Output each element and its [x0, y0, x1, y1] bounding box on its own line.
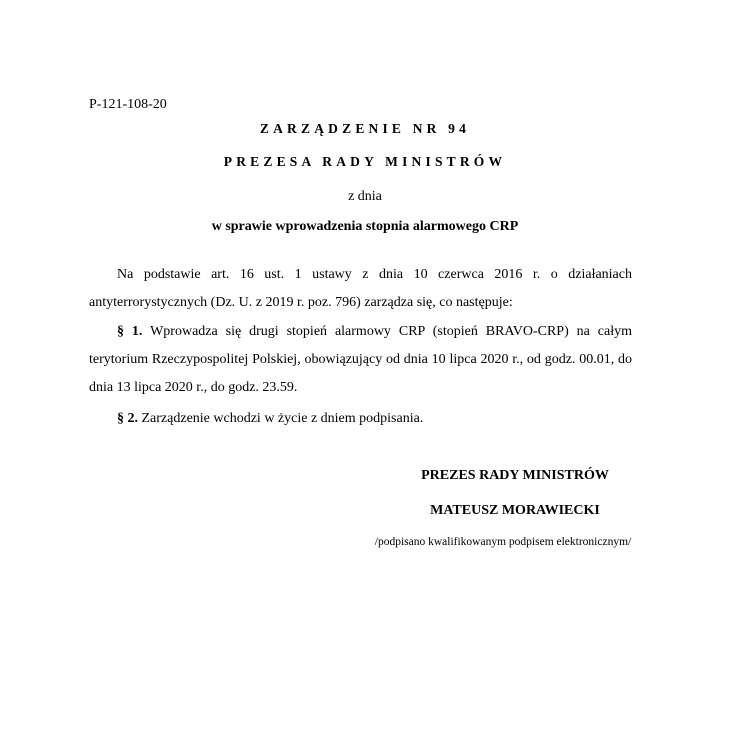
- section-2-paragraph: [89, 405, 632, 433]
- signature-office: PREZES RADY MINISTRÓW: [421, 468, 609, 483]
- document-title: ZARZĄDZENIE NR 94: [259, 121, 471, 136]
- section-2-label: § 2.: [117, 411, 138, 426]
- signature-note: /podpisano kwalifikowanym podpisem elektronicznym/: [374, 536, 632, 548]
- section-1-text: Wprowadza się drugi stopień alarmowy CRP (stopień BRAVO-CRP) na całym terytorium Rzeczypospolitej Polskiej, obowiązujący od dnia 10 lipca 2020 r., od godz. 00.01, do dnia 13 lipca 2020 r., do godz. 23.59.: [89, 324, 632, 395]
- document-reference: P-121-108-20: [89, 97, 167, 112]
- section-1-paragraph: [89, 318, 632, 402]
- document-subject: w sprawie wprowadzenia stopnia alarmowego CRP: [211, 219, 519, 234]
- section-1-label: § 1.: [117, 324, 143, 339]
- document-date: z dnia: [348, 189, 382, 204]
- signature-name: MATEUSZ MORAWIECKI: [430, 503, 600, 518]
- preamble-paragraph: Na podstawie art. 16 ust. 1 ustawy z dnia 10 czerwca 2016 r. o działaniach antyterrorystycznych (Dz. U. z 2019 r. poz. 796) zarządza się, co następuje:: [89, 267, 632, 310]
- document-issuer: PREZESA RADY MINISTRÓW: [223, 154, 507, 169]
- section-2-text: Zarządzenie wchodzi w życie z dniem podpisania.: [141, 411, 424, 426]
